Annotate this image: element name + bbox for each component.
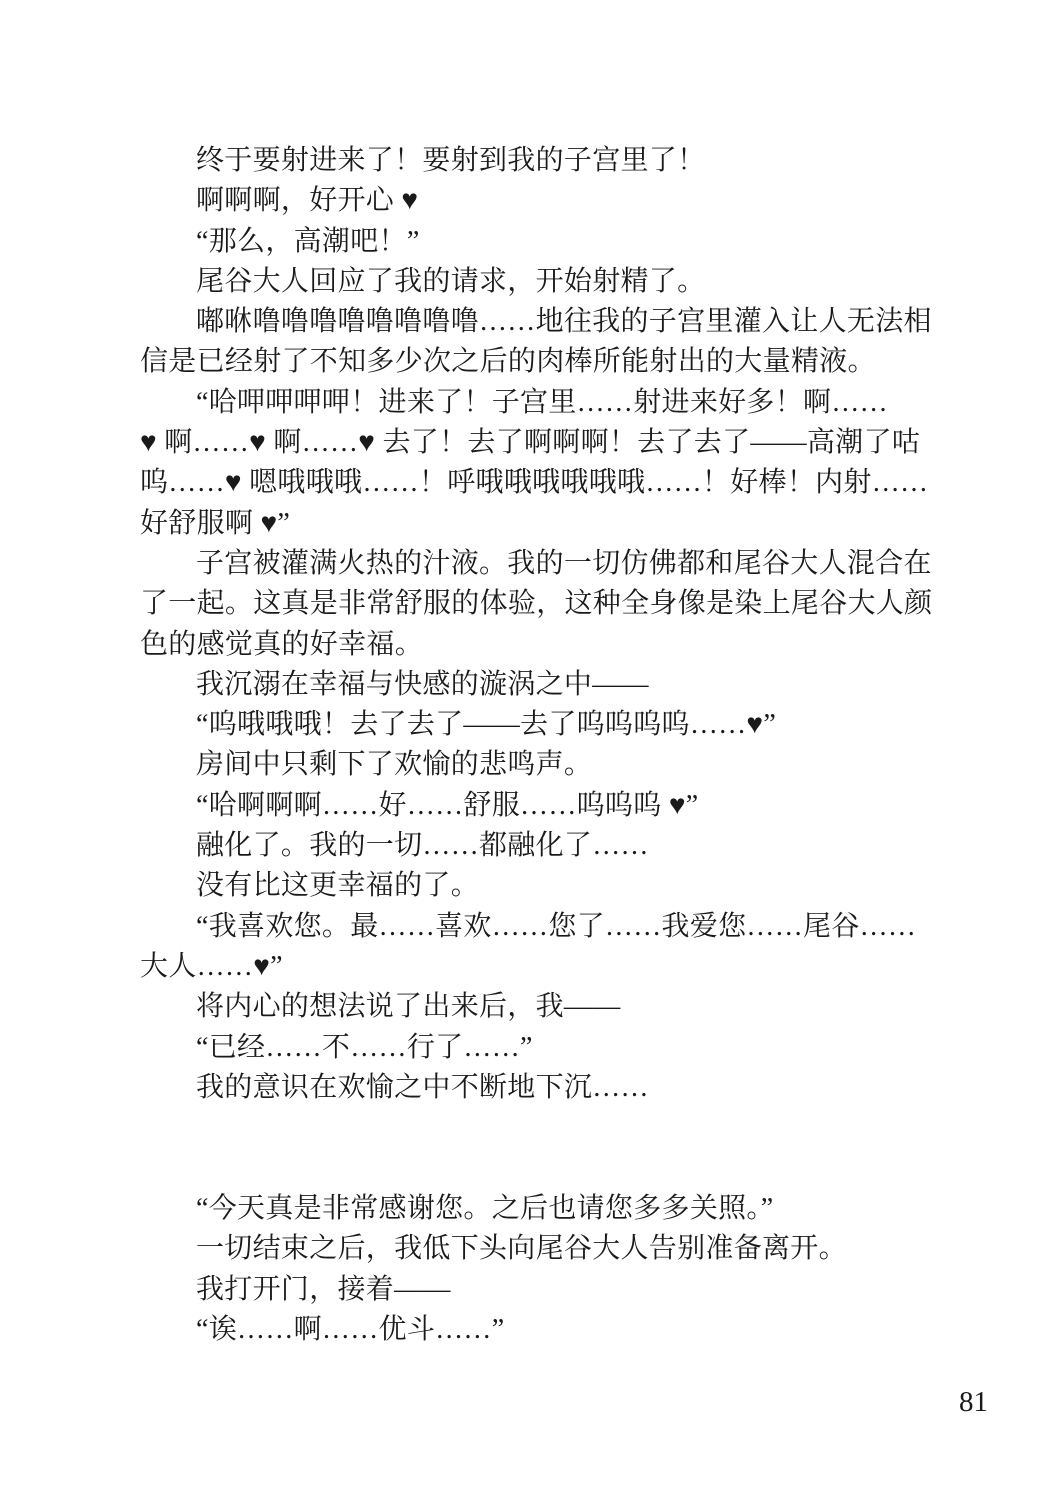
text-line: “今天真是非常感谢您。之后也请您多多关照。” (196, 1193, 774, 1225)
text-line: 将内心的想法说了出来后，我—— (196, 991, 621, 1023)
text-line: 终于要射进来了！要射到我的子宫里了！ (196, 145, 706, 176)
text-line: 色的感觉真的好幸福。 (140, 628, 424, 660)
text-line: 了一起。这真是非常舒服的体验，这种全身像是染上尾谷大人颜 (140, 588, 933, 620)
text-line: “哈呷呷呷呷！进来了！子宫里……射进来好多！啊…… (196, 386, 888, 418)
text-line: 嘟咻噜噜噜噜噜噜噜噜……地往我的子宫里灌入让人无法相 (196, 306, 932, 338)
text-line: ♥ 啊……♥ 啊……♥ 去了！去了啊啊啊！去了去了——高潮了咕 (140, 427, 921, 459)
text-line: “已经……不……行了……” (196, 1031, 533, 1063)
text-line: 大人……♥” (140, 950, 283, 982)
text-line: “我喜欢您。最……喜欢……您了……我爱您……尾谷…… (196, 910, 917, 942)
text-line: 房间中只剩下了欢愉的悲鸣声。 (196, 749, 593, 781)
text-line: “哈啊啊啊……好……舒服……呜呜呜 ♥” (196, 789, 699, 821)
text-line: 我的意识在欢愉之中不断地下沉…… (196, 1071, 649, 1103)
text-line: 呜……♥ 嗯哦哦哦……！呼哦哦哦哦哦哦……！好棒！内射…… (140, 467, 929, 499)
text-line: 没有比这更幸福的了。 (196, 870, 480, 902)
text-line: “诶……啊……优斗……” (196, 1314, 505, 1346)
text-line: 我打开门，接着—— (196, 1273, 451, 1305)
text-line: 尾谷大人回应了我的请求，开始射精了。 (196, 265, 706, 297)
text-line: “呜哦哦哦！去了去了——去了呜呜呜呜……♥” (196, 709, 777, 741)
text-line: 子宫被灌满火热的汁液。我的一切仿佛都和尾谷大人混合在 (196, 547, 932, 579)
page-number: 81 (959, 1386, 988, 1418)
text-line: 融化了。我的一切……都融化了…… (196, 830, 649, 862)
text-line: “那么，高潮吧！” (196, 225, 420, 257)
text-line: 我沉溺在幸福与快感的漩涡之中—— (196, 668, 649, 700)
text-line: 好舒服啊 ♥” (140, 507, 291, 539)
text-block (140, 141, 933, 1350)
text-line: 啊啊啊，好开心 ♥ (196, 185, 419, 217)
text-line: 信是已经射了不知多少次之后的肉棒所能射出的大量精液。 (140, 346, 876, 378)
text-line: 一切结束之后，我低下头向尾谷大人告别准备离开。 (196, 1233, 847, 1265)
section-break (140, 1108, 910, 1189)
